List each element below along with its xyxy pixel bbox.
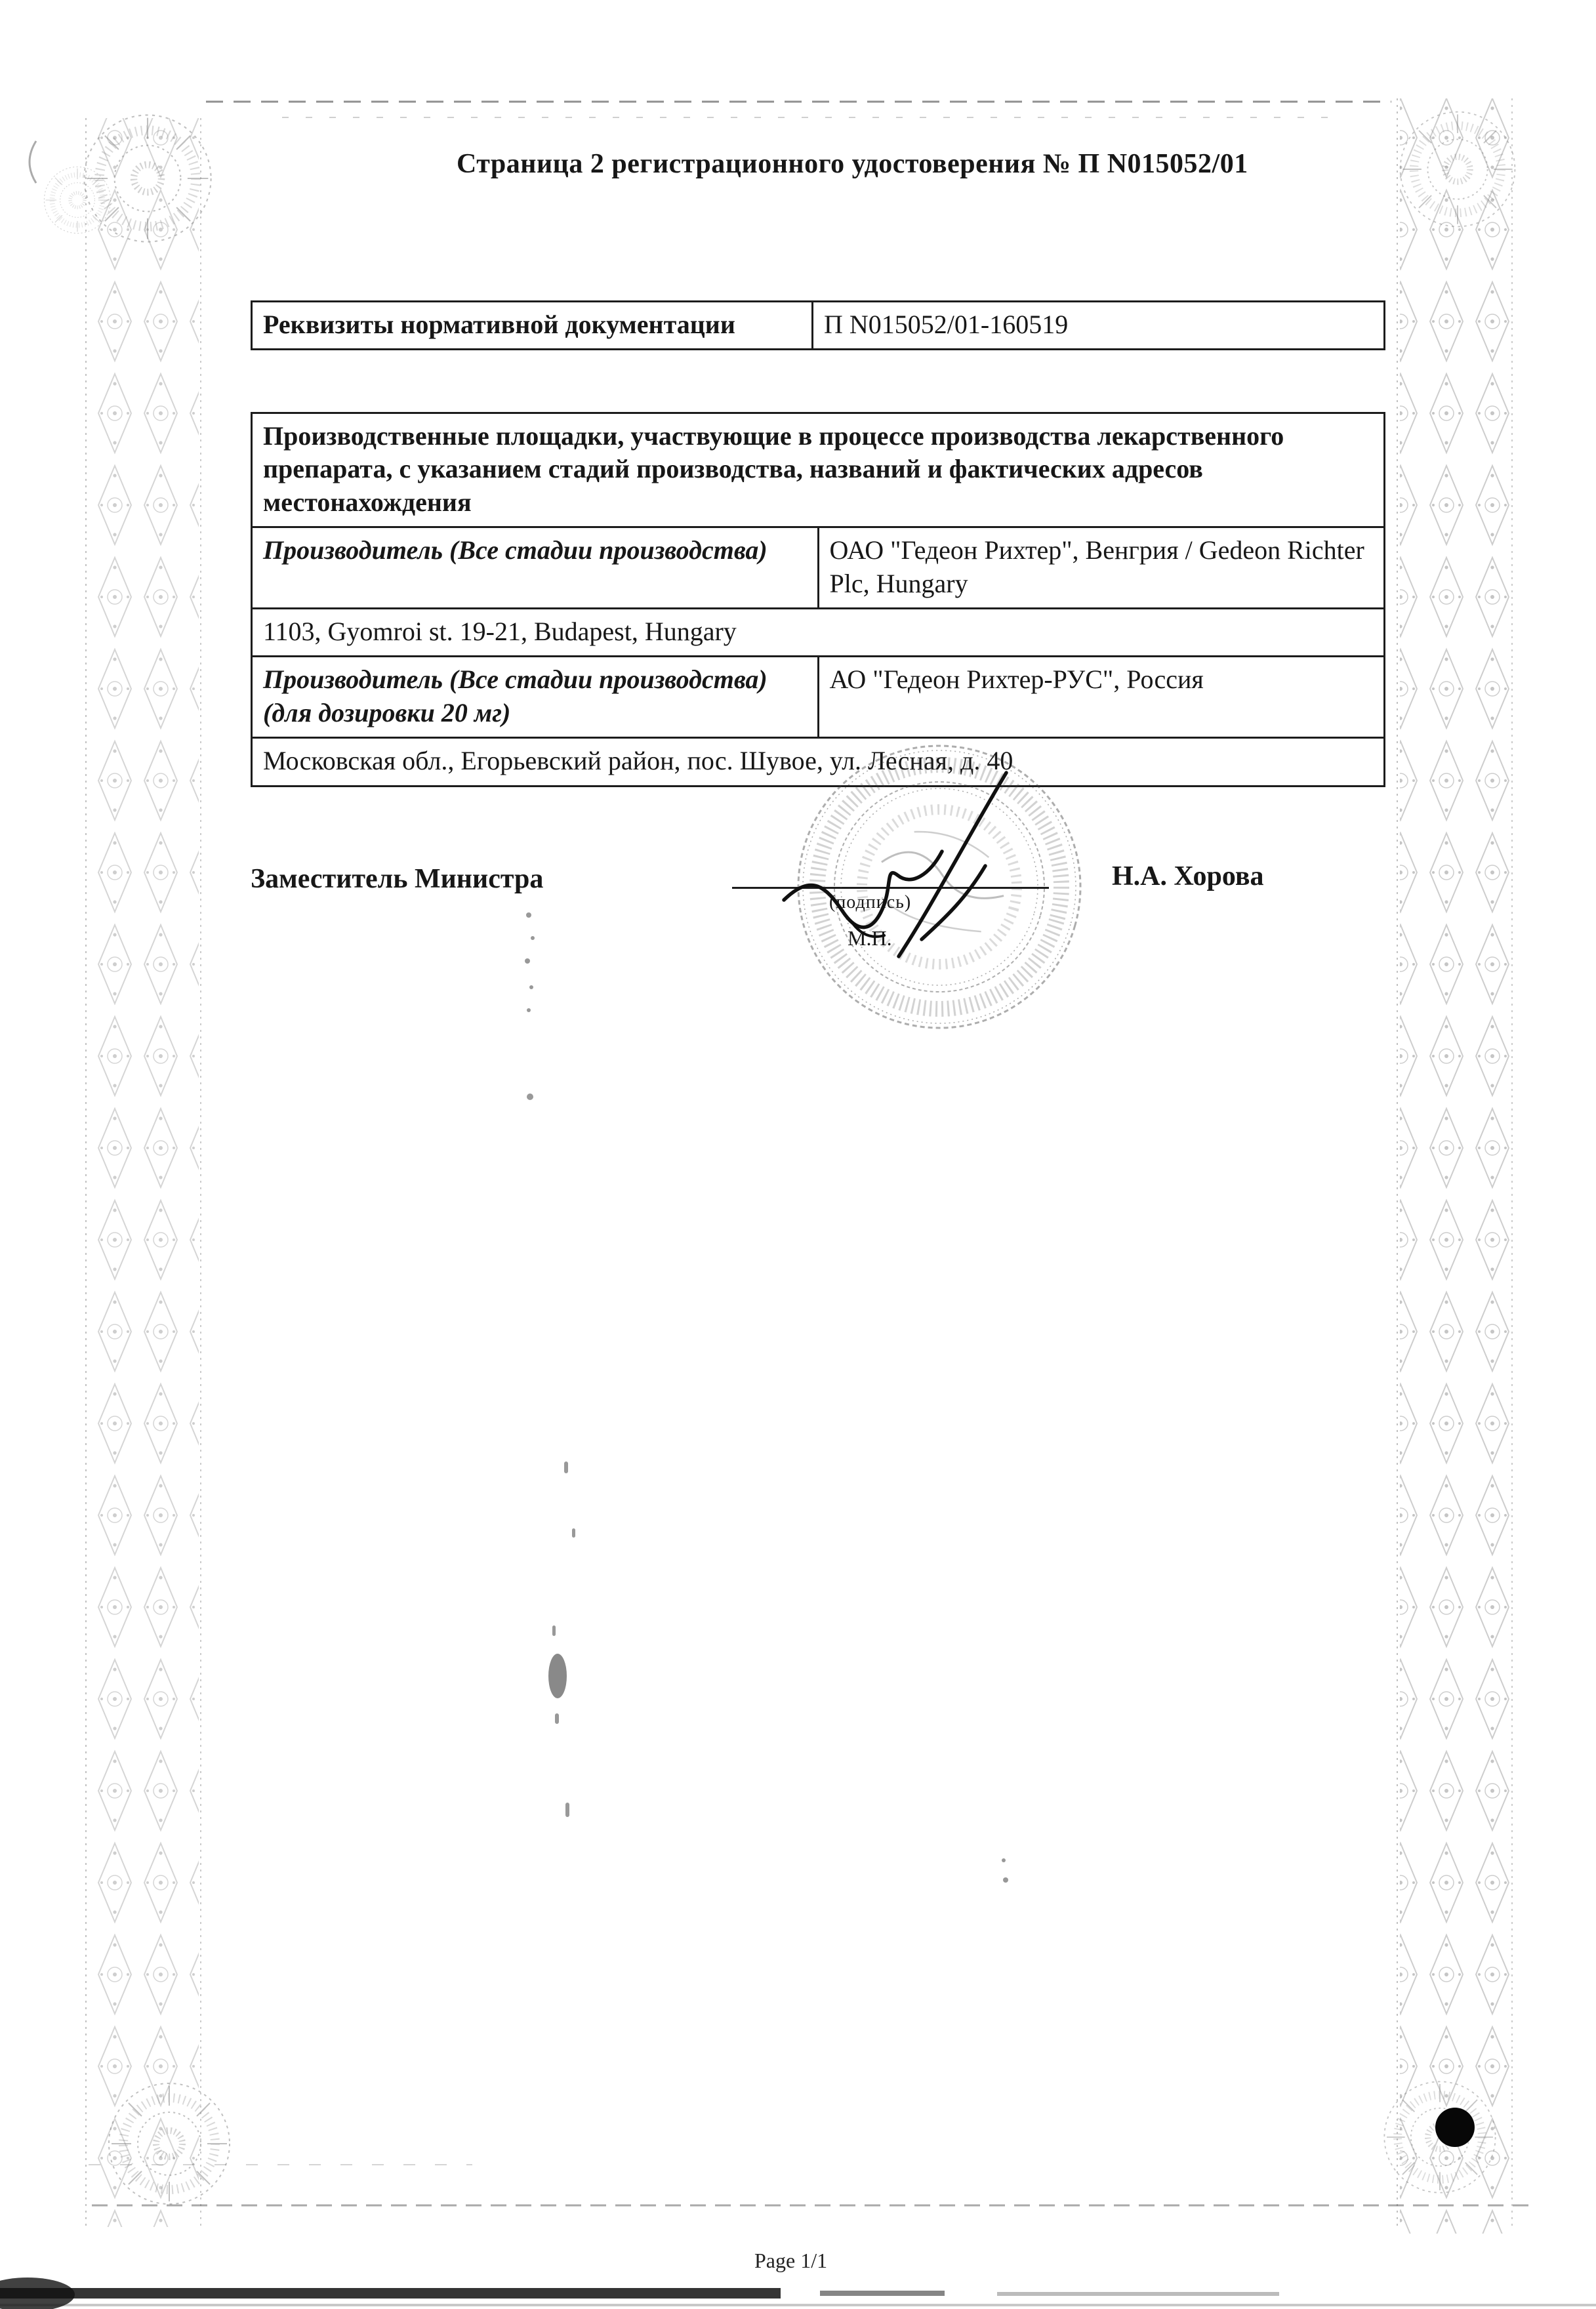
- bottom-scan-band: [0, 2288, 781, 2299]
- manufacturer-address-2: Московская обл., Егорьевский район, пос. Шувое, ул. Лесная, д. 40: [252, 738, 1385, 786]
- left-border-ornament: [86, 118, 201, 2227]
- manufacturer-name-1: ОАО "Гедеон Рихтер", Венгрия / Gedeon Richter Plc, Hungary: [818, 527, 1385, 609]
- handwritten-signature: [784, 773, 1006, 956]
- page-number: Page 1/1: [754, 2249, 828, 2272]
- production-sites-header: Производственные площадки, участвующие в процессе производства лекарственного препарата, с указанием стадий производства, названий и фактических адресов местонахождения: [252, 413, 1385, 527]
- table-row: [252, 527, 1385, 609]
- table-row: [252, 738, 1385, 786]
- manufacturer-role-2: Производитель (Все стадии производства) (для дозировки 20 мг): [252, 657, 819, 738]
- signature-line: [732, 887, 1049, 889]
- bottom-left-blot: [0, 2278, 75, 2309]
- corner-rosette-bottom-left: [109, 2083, 230, 2204]
- manufacturer-name-2: АО "Гедеон Рихтер-РУС", Россия: [818, 657, 1385, 738]
- manufacturer-role-1: Производитель (Все стадии производства): [252, 527, 819, 609]
- corner-rosette-top-left: [84, 115, 211, 241]
- right-border-ornament: [1397, 98, 1512, 2234]
- signature-caption: (подпись): [829, 892, 912, 912]
- normative-doc-table: [251, 300, 1385, 350]
- table-row: [252, 608, 1385, 656]
- table-row: [252, 657, 1385, 738]
- table-row: [252, 413, 1385, 527]
- table-row: [252, 302, 1385, 350]
- signer-position-title: Заместитель Министра: [251, 864, 544, 894]
- production-sites-table: [251, 412, 1385, 787]
- normative-doc-label: Реквизиты нормативной документации: [252, 302, 813, 350]
- scan-noise: [525, 912, 1008, 1883]
- corner-rosette-top-right: [1401, 112, 1515, 227]
- page-title: Страница 2 регистрационного удостоверения № П N015052/01: [457, 149, 1248, 179]
- black-dot-mark: [1435, 2108, 1475, 2147]
- seal-place-mark: М.П.: [848, 926, 892, 950]
- corner-rosette-bottom-right: [1384, 2081, 1495, 2192]
- normative-doc-value: П N015052/01-160519: [813, 302, 1385, 350]
- signer-name: Н.А. Хорова: [1112, 861, 1264, 891]
- manufacturer-address-1: 1103, Gyomroi st. 19-21, Budapest, Hungary: [252, 608, 1385, 656]
